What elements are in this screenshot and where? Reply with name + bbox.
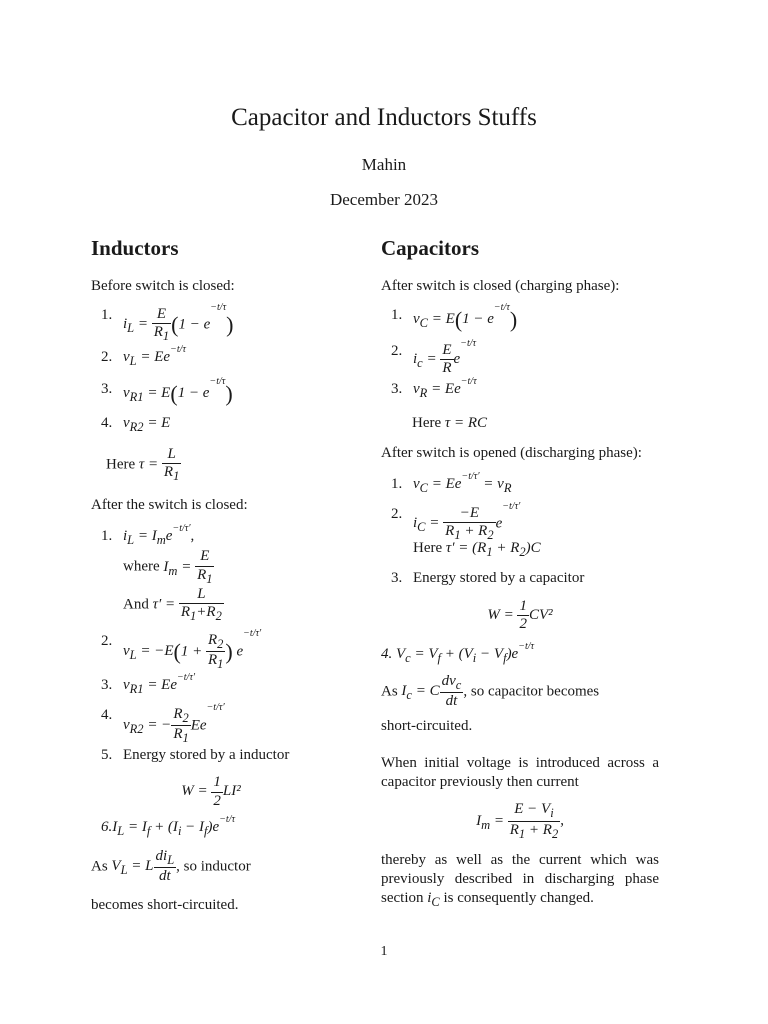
capacitor-thereby-paragraph: thereby as well as the current which was previously described in discharging phase section $i_C$ is consequently changed. (381, 852, 659, 909)
author-name: Mahin (361, 155, 407, 174)
document-date: December 2023 (329, 190, 439, 209)
capacitor-tau-prime-def: Here $\tau' = (R_1 + R_2)C$ (413, 539, 541, 559)
capacitor-im-eq: $I_m$ = $\frac{E - V_i}{R_1 + R_2}$ , (476, 801, 564, 841)
inductor-eq-4: 4. $v_{R2} = E$ (101, 415, 171, 434)
inductor-item-6: $6.I_L = I_f + (I_i - I_f)e^{-t/\tau}$ (101, 813, 236, 838)
capacitor-eq-2: 2. $i_c$ = $\frac{E}{R}$ $e^{-t/\tau}$ (391, 338, 477, 377)
capacitors-intro: After switch is closed (charging phase): (381, 278, 620, 295)
capacitors-after-opened: After switch is opened (discharging phase): (381, 445, 642, 461)
inductor-energy-eq: W = $\frac{1}{2}$ LI² (181, 774, 241, 809)
inductor-closed-eq-5: 5. Energy stored by a inductor (101, 746, 290, 763)
inductor-closed-eq-1: 1. $i_L = I_me^{-t/\tau'}$, where $I_m$ = $\frac{E}{R_1}$ And τ′ = $\frac{L}{R_1+R_2}$ (101, 522, 222, 624)
document-title: Capacitor and Inductors Stuffs (231, 104, 537, 131)
capacitors-column (381, 235, 659, 910)
inductor-tau-def: Here τ = $\frac{L}{R_1}$ (106, 446, 180, 484)
inductors-after-closed: After the switch is closed: (91, 497, 248, 513)
capacitor-eq-3: 3. $v_R = Ee^{-t/\tau}$ (391, 376, 477, 400)
page-number: 1 (380, 944, 388, 959)
inductors-heading: Inductors (91, 236, 179, 260)
capacitor-eq-1: 1. $v_C = E(1 - e^{-t/\tau})$ (391, 302, 518, 332)
inductor-as-text: As $V_L = L$ $\frac{di_L}{dt}$ , so inductor (91, 847, 251, 885)
inductors-intro: Before switch is closed: (91, 278, 235, 295)
inductor-eq-2: 2. $v_L = Ee^{-t/\tau}$ (101, 344, 186, 368)
capacitor-short-circuited: short-circuited. (381, 718, 473, 734)
capacitor-when-paragraph: When initial voltage is introduced across a capacitor previously then current (381, 754, 659, 790)
inductor-eq-3: 3. $v_{R1} = E(1 - e^{-t/\tau})$ (101, 376, 233, 406)
inductor-closed-eq-4: 4. $v_{R2}$ = − $\frac{R_2}{R_1}$ $Ee^{-t/\tau'}$ (101, 701, 225, 745)
inductor-closed-eq-2: 2. $v_L = -E(1$ + $\frac{R_2}{R_1}$ ) $e^{-t/\tau'}$ (101, 627, 262, 671)
inductor-closed-eq-3: 3. $v_{R1} = Ee^{-t/\tau'}$ (101, 671, 196, 696)
capacitor-open-eq-3: 3. Energy stored by a capacitor (391, 569, 585, 586)
capacitor-item-4: 4. $V_c = V_f + (V_i - V_f)e^{-t/\tau}$ (381, 641, 535, 665)
inductor-short-circuited: becomes short-circuited. (91, 896, 239, 913)
capacitor-tau-def: Here τ = RC (412, 415, 488, 431)
inductor-eq-1: 1. $i_L$ = $\frac{E}{R_1}$ $(1 - e^{-t/\tau})$ (101, 302, 234, 344)
capacitor-open-eq-1: 1. $v_C = Ee^{-t/\tau'} = v_R$ (391, 470, 512, 495)
capacitor-energy-eq: W = $\frac{1}{2}$ CV² (487, 597, 553, 632)
capacitor-open-eq-2: 2. $i_C$ = $\frac{-E}{R_1 + R_2}$ $e^{-t/\tau'}$ (391, 500, 521, 542)
inductors-column (91, 235, 331, 915)
capacitors-heading: Capacitors (381, 236, 479, 260)
capacitor-as-text: As $I_c = C$ $\frac{dv_c}{dt}$ , so capacitor becomes (381, 673, 600, 710)
